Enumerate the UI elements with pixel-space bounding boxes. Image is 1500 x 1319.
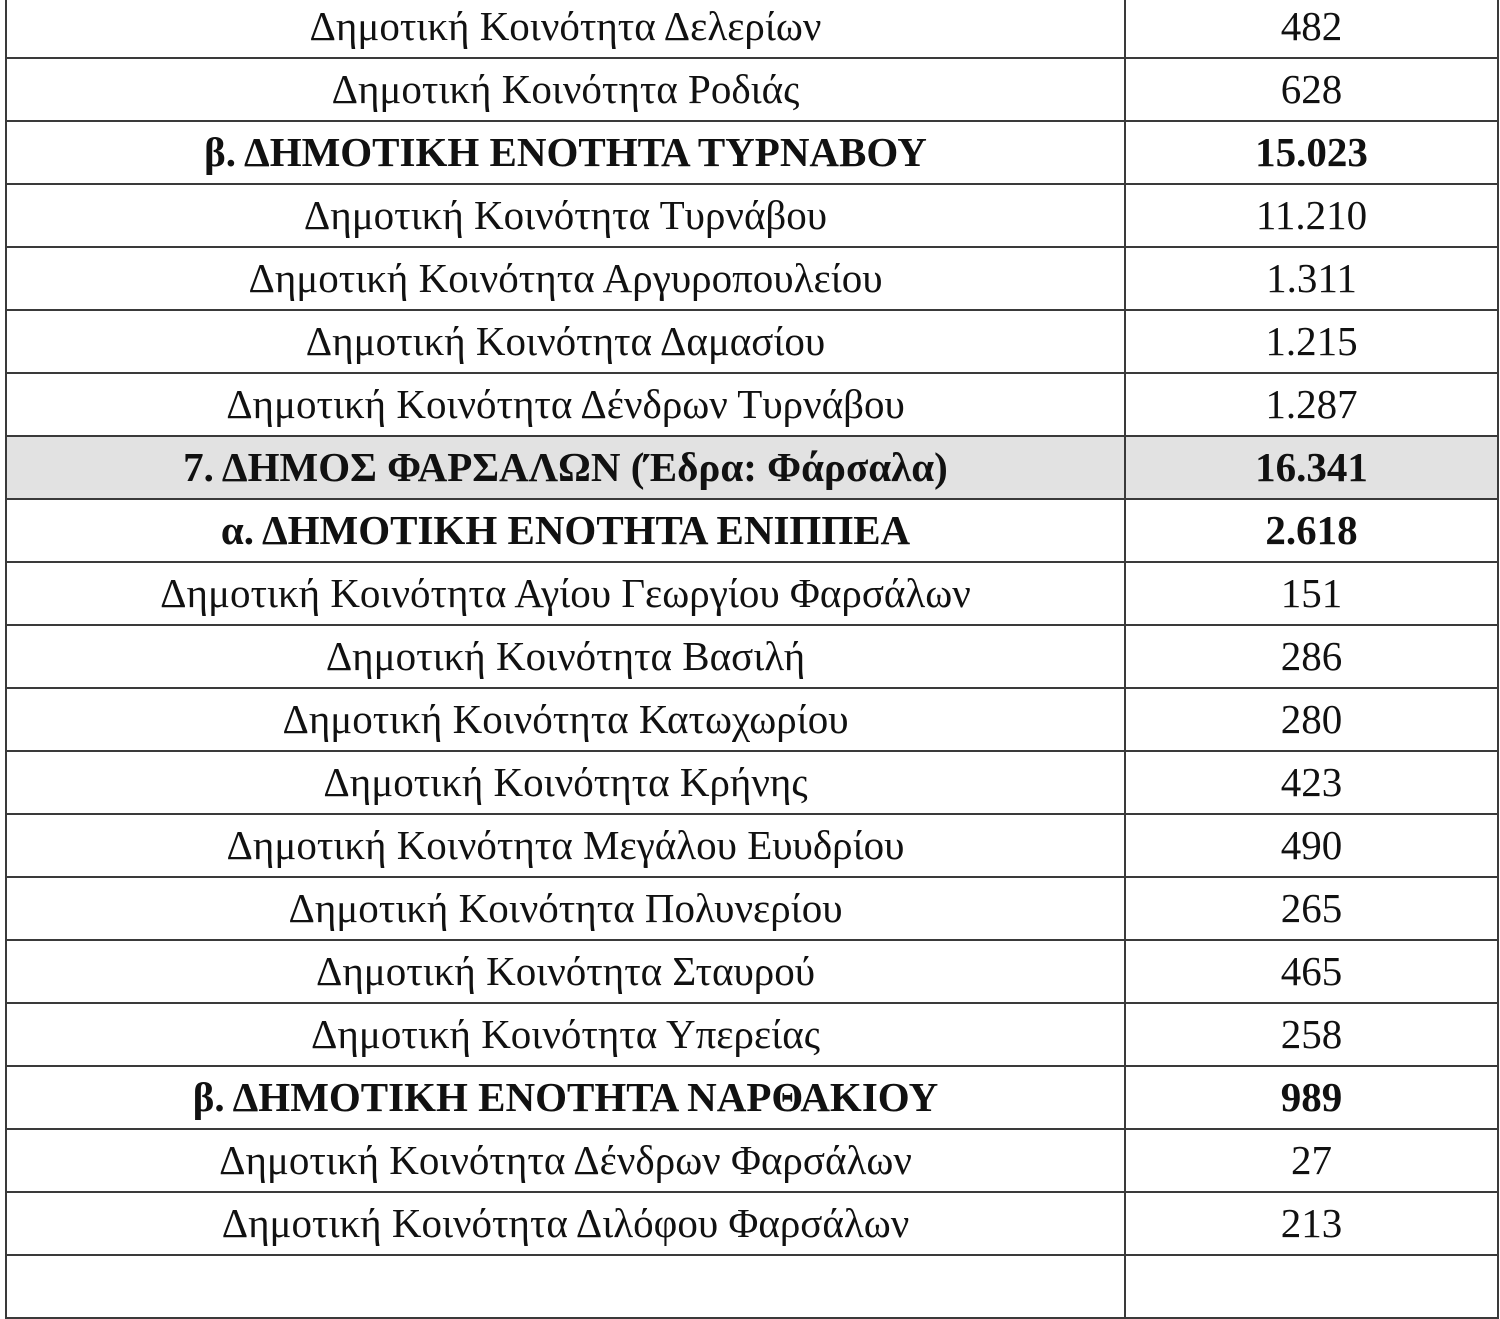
community-name-cell: Δημοτική Κοινότητα Βασιλή: [6, 625, 1125, 688]
table-row: [6, 877, 1498, 940]
population-cell: 628: [1125, 58, 1498, 121]
table-row: [6, 184, 1498, 247]
population-cell: 1.287: [1125, 373, 1498, 436]
table-row: [6, 814, 1498, 877]
community-name-cell: [6, 1255, 1125, 1318]
community-name-cell: Δημοτική Κοινότητα Σταυρού: [6, 940, 1125, 1003]
population-cell: 27: [1125, 1129, 1498, 1192]
community-name-cell: Δημοτική Κοινότητα Αγίου Γεωργίου Φαρσάλων: [6, 562, 1125, 625]
unit-population-cell: 989: [1125, 1066, 1498, 1129]
community-name-cell: Δημοτική Κοινότητα Διλόφου Φαρσάλων: [6, 1192, 1125, 1255]
community-name-cell: Δημοτική Κοινότητα Δένδρων Φαρσάλων: [6, 1129, 1125, 1192]
community-name-cell: Δημοτική Κοινότητα Υπερείας: [6, 1003, 1125, 1066]
population-cell: 1.215: [1125, 310, 1498, 373]
population-table: [5, 0, 1499, 1319]
community-name-cell: Δημοτική Κοινότητα Μεγάλου Ευυδρίου: [6, 814, 1125, 877]
community-name-cell: Δημοτική Κοινότητα Ροδιάς: [6, 58, 1125, 121]
population-cell: 286: [1125, 625, 1498, 688]
population-cell: 465: [1125, 940, 1498, 1003]
unit-name-cell: α. ΔΗΜΟΤΙΚΗ ΕΝΟΤΗΤΑ ΕΝΙΠΠΕΑ: [6, 499, 1125, 562]
table-row: [6, 562, 1498, 625]
table-body: [6, 0, 1498, 1318]
table-row: [6, 688, 1498, 751]
table-row: [6, 310, 1498, 373]
population-cell: 11.210: [1125, 184, 1498, 247]
table-row: [6, 0, 1498, 58]
population-cell: 423: [1125, 751, 1498, 814]
unit-subtotal-row: [6, 121, 1498, 184]
unit-population-cell: 15.023: [1125, 121, 1498, 184]
table-row-partial: [6, 1255, 1498, 1318]
community-name-cell: Δημοτική Κοινότητα Τυρνάβου: [6, 184, 1125, 247]
community-name-cell: Δημοτική Κοινότητα Δένδρων Τυρνάβου: [6, 373, 1125, 436]
population-cell: 258: [1125, 1003, 1498, 1066]
unit-subtotal-row: [6, 1066, 1498, 1129]
community-name-cell: Δημοτική Κοινότητα Κατωχωρίου: [6, 688, 1125, 751]
population-cell: [1125, 1255, 1498, 1318]
population-cell: 213: [1125, 1192, 1498, 1255]
table-row: [6, 247, 1498, 310]
municipality-name-cell: 7. ΔΗΜΟΣ ΦΑΡΣΑΛΩΝ (Έδρα: Φάρσαλα): [6, 436, 1125, 499]
table-row: [6, 1129, 1498, 1192]
table-row: [6, 625, 1498, 688]
community-name-cell: Δημοτική Κοινότητα Δαμασίου: [6, 310, 1125, 373]
table-row: [6, 58, 1498, 121]
table-row: [6, 1192, 1498, 1255]
population-cell: 490: [1125, 814, 1498, 877]
population-cell: 482: [1125, 0, 1498, 58]
population-cell: 265: [1125, 877, 1498, 940]
community-name-cell: Δημοτική Κοινότητα Κρήνης: [6, 751, 1125, 814]
unit-subtotal-row: [6, 499, 1498, 562]
unit-population-cell: 2.618: [1125, 499, 1498, 562]
population-cell: 151: [1125, 562, 1498, 625]
table-row: [6, 751, 1498, 814]
community-name-cell: Δημοτική Κοινότητα Δελερίων: [6, 0, 1125, 58]
municipality-population-cell: 16.341: [1125, 436, 1498, 499]
community-name-cell: Δημοτική Κοινότητα Πολυνερίου: [6, 877, 1125, 940]
table-row: [6, 373, 1498, 436]
community-name-cell: Δημοτική Κοινότητα Αργυροπουλείου: [6, 247, 1125, 310]
municipality-total-row: [6, 436, 1498, 499]
unit-name-cell: β. ΔΗΜΟΤΙΚΗ ΕΝΟΤΗΤΑ ΤΥΡΝΑΒΟΥ: [6, 121, 1125, 184]
population-cell: 1.311: [1125, 247, 1498, 310]
table-row: [6, 940, 1498, 1003]
population-cell: 280: [1125, 688, 1498, 751]
unit-name-cell: β. ΔΗΜΟΤΙΚΗ ΕΝΟΤΗΤΑ ΝΑΡΘΑΚΙΟΥ: [6, 1066, 1125, 1129]
table-row: [6, 1003, 1498, 1066]
